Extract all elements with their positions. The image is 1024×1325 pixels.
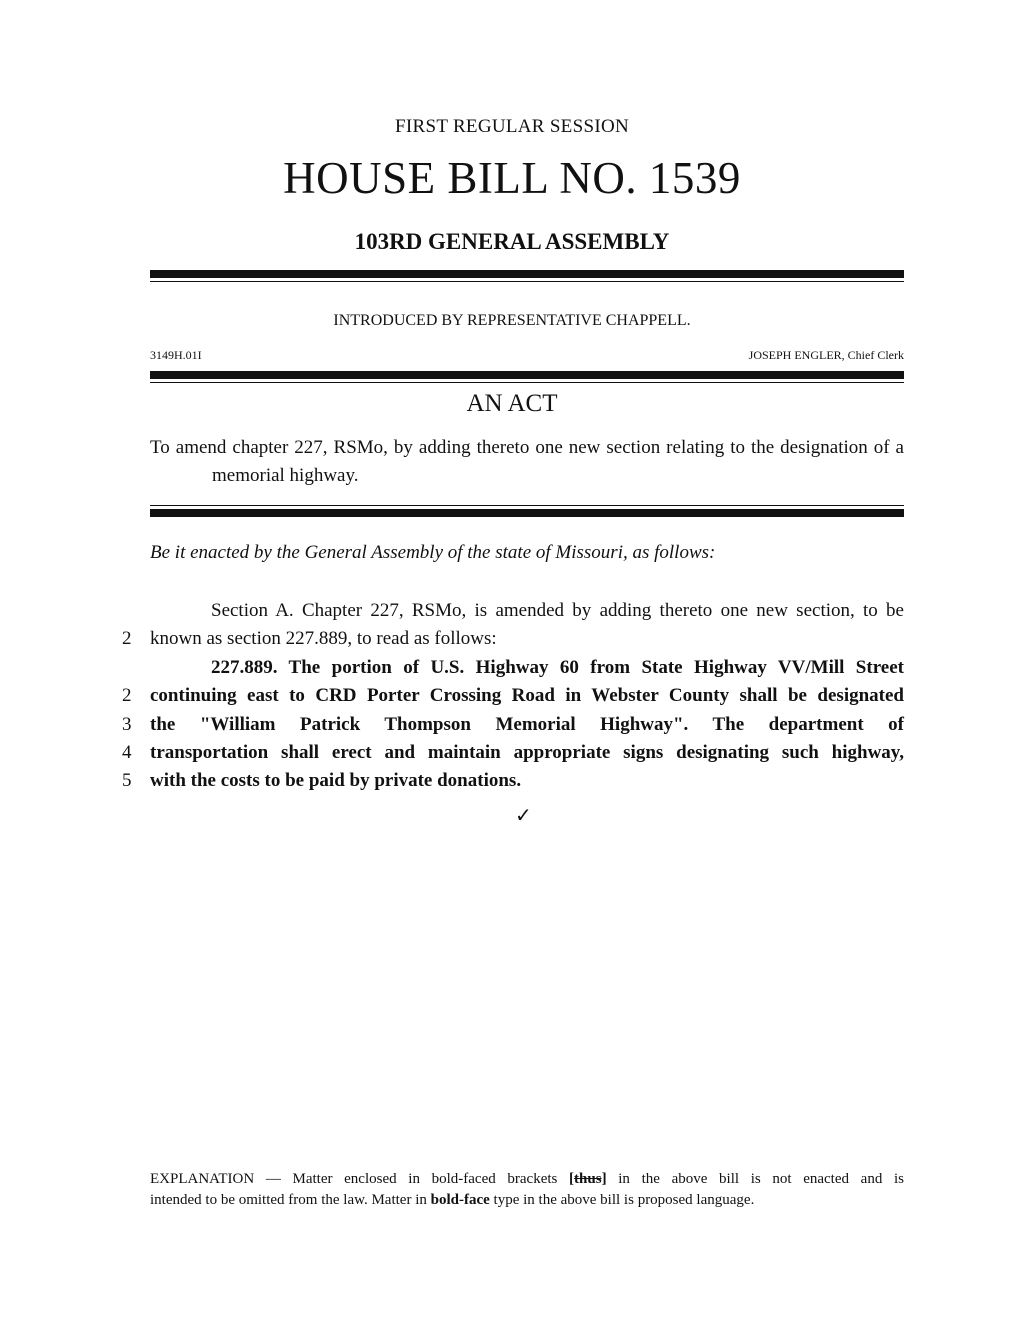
session-label: FIRST REGULAR SESSION (395, 116, 629, 137)
chief-clerk: JOSEPH ENGLER, Chief Clerk (748, 348, 904, 362)
explanation-note (150, 1169, 904, 1211)
header-rule-thick (150, 270, 904, 278)
assembly-label: 103RD GENERAL ASSEMBLY (354, 229, 670, 254)
intro-rule-thick (150, 371, 904, 379)
line-number: 2 (122, 685, 132, 706)
section-a-line-1: Section A. Chapter 227, RSMo, is amended by adding thereto one new section, to be (211, 600, 904, 621)
checkmark-icon: ✓ (515, 803, 532, 827)
explanation-text: type in the above bill is proposed language. (489, 1192, 755, 1208)
act-heading: AN ACT (466, 390, 558, 417)
struck-example: thus (574, 1171, 602, 1187)
new-section-line-5: with the costs to be paid by private donations. (150, 770, 522, 791)
new-section-line-4: transportation shall erect and maintain appropriate signs designating such highway, (150, 742, 904, 763)
new-section-line-2: continuing east to CRD Porter Crossing Road in Webster County shall be designated (150, 685, 904, 706)
explanation-line-2 (150, 1192, 754, 1208)
intro-rule-thin (150, 382, 904, 383)
line-number: 4 (122, 742, 132, 763)
act-rule-thin (150, 505, 904, 506)
act-rule-thick (150, 509, 904, 517)
line-number: 5 (122, 770, 132, 791)
explanation-text: intended to be omitted from the law. Matter in (150, 1192, 431, 1208)
bill-title: HOUSE BILL NO. 1539 (283, 153, 741, 203)
act-description: To amend chapter 227, RSMo, by adding thereto one new section relating to the designation of a memorial highway. (150, 437, 904, 486)
introduced-by: INTRODUCED BY REPRESENTATIVE CHAPPELL. (333, 312, 691, 329)
bold-face-example: bold-face (430, 1192, 490, 1208)
section-a-line-2: known as section 227.889, to read as follows: (150, 628, 497, 649)
bill-code: 3149H.01I (150, 348, 202, 362)
explanation-line-1 (150, 1169, 904, 1190)
new-section-line-3: the "William Patrick Thompson Memorial Highway". The department of (150, 714, 904, 735)
explanation-text: in the above bill is not enacted and is (606, 1171, 904, 1187)
line-number: 3 (122, 714, 132, 735)
bracket-close: ] (601, 1171, 607, 1187)
explanation-text: EXPLANATION — Matter enclosed in bold-faced brackets (150, 1171, 570, 1187)
bracket-open: [ (569, 1171, 575, 1187)
new-section-line-1: 227.889. The portion of U.S. Highway 60 from State Highway VV/Mill Street (211, 657, 904, 678)
header-rule-thin (150, 281, 904, 282)
enacting-clause: Be it enacted by the General Assembly of the state of Missouri, as follows: (150, 542, 716, 563)
line-number: 2 (122, 628, 132, 649)
